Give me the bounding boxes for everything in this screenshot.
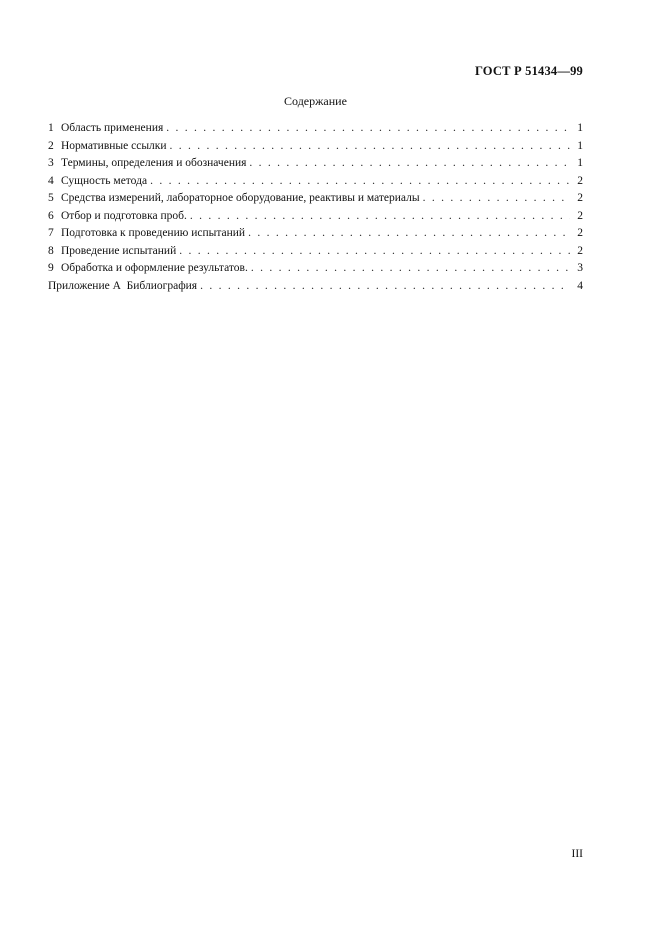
toc-entry-label: Нормативные ссылки — [61, 139, 167, 152]
toc-entry-label: Средства измерений, лабораторное оборудование, реактивы и материалы — [61, 192, 420, 204]
toc-entry-number: 6 — [48, 209, 54, 222]
toc-entry-number: 8 — [48, 244, 54, 257]
toc-entry[interactable] — [48, 120, 583, 138]
toc-entry-label: Обработка и оформление результатов. — [61, 262, 248, 274]
toc-entry-page: 2 — [577, 227, 583, 239]
toc-entry-label: Область применения — [61, 122, 164, 134]
toc-leader-dots — [179, 243, 570, 261]
toc-entry-page: 3 — [577, 262, 583, 274]
toc-leader-dots — [190, 208, 570, 226]
toc-entry-label: Отбор и подготовка проб. — [61, 209, 187, 222]
toc-entry-number: 9 — [48, 262, 54, 274]
toc-entry[interactable] — [48, 190, 583, 208]
toc-entry-label: Подготовка к проведению испытаний — [61, 227, 246, 239]
toc-leader-dots — [251, 260, 570, 278]
toc-entry[interactable] — [48, 243, 583, 261]
toc-entry-page: 2 — [577, 192, 583, 204]
toc-entry[interactable] — [48, 225, 583, 243]
document-code: ГОСТ Р 51434—99 — [474, 64, 583, 78]
toc-entry-number: 7 — [48, 227, 54, 239]
toc-entry-page: 1 — [577, 139, 583, 152]
toc-entry[interactable] — [48, 260, 583, 278]
table-of-contents — [48, 120, 583, 295]
toc-entry-number: 1 — [48, 122, 54, 134]
toc-entry[interactable] — [48, 173, 583, 191]
toc-entry-page: 1 — [577, 157, 583, 169]
toc-entry-label: Приложение А Библиография — [48, 279, 198, 292]
toc-leader-dots — [248, 225, 570, 243]
toc-entry-number: 2 — [48, 139, 54, 152]
toc-entry-number: 5 — [48, 192, 54, 204]
toc-entry-label: Сущность метода — [61, 174, 148, 187]
toc-entry-label: Проведение испытаний — [61, 244, 177, 257]
toc-entry-label: Термины, определения и обозначения — [61, 157, 247, 169]
toc-leader-dots — [423, 190, 570, 208]
toc-entry[interactable] — [48, 155, 583, 173]
toc-entry-page: 2 — [577, 209, 583, 222]
toc-leader-dots — [200, 278, 570, 296]
toc-entry-page: 2 — [577, 174, 583, 187]
toc-title: Содержание — [284, 94, 347, 108]
page-number: III — [571, 848, 583, 860]
toc-entry[interactable] — [48, 138, 583, 156]
toc-entry-number: 3 — [48, 157, 54, 169]
toc-entry-number: 4 — [48, 174, 54, 187]
toc-leader-dots — [170, 138, 570, 156]
toc-entry-page: 1 — [577, 122, 583, 134]
toc-entry-page: 4 — [577, 279, 583, 292]
toc-leader-dots — [249, 155, 570, 173]
toc-leader-dots — [150, 173, 570, 191]
toc-leader-dots — [166, 120, 570, 138]
toc-entry-page: 2 — [577, 244, 583, 257]
toc-entry[interactable] — [48, 208, 583, 226]
toc-entry-appendix[interactable] — [48, 278, 583, 296]
